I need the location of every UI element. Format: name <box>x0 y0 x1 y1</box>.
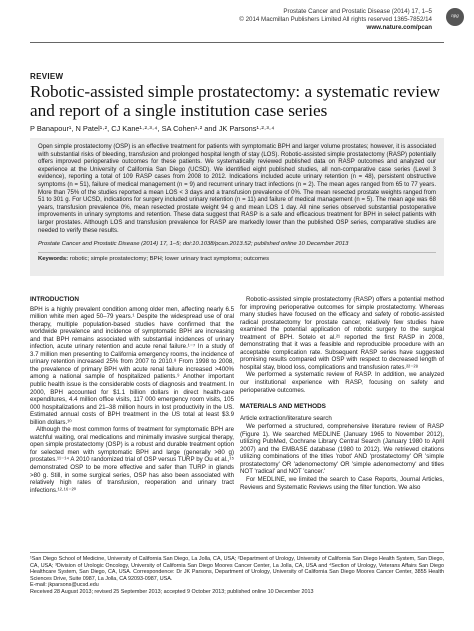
keywords-list: robotic; simple prostatectomy; BPH; lower urinary tract symptoms; outcomes <box>69 256 270 263</box>
introduction-paragraph-4: We performed a systematic review of RASP. In addition, we analyzed our institutional experience with RASP, focusing on safety and perioperative outcomes. <box>240 371 444 394</box>
journal-url-link[interactable]: www.nature.com/pcan <box>366 24 432 31</box>
methods-heading: MATERIALS AND METHODS <box>240 403 326 411</box>
introduction-paragraph-2: Although the most common forms of treatment for symptomatic BPH are watchful waiting, oral medications and minimally invasive surgical therapy, open simple prostatectomy (OSP) is a robust and durable treatment option for selected men with symptomatic BPH and large (generally >80 g) prostates.¹¹⁻¹⁴ A 2010 randomized trial of OSP versus TURP by Ou et al.,¹⁵ demonstrated OSP to be more effective and safer than TURP in glands >80 g. Still, in some surgical series, OSP has also been associated with relatively high rates of transfusion, reoperation and urinary tract infections.¹²·¹⁶⁻²⁰ <box>30 426 234 494</box>
left-column <box>30 296 234 494</box>
header-divider <box>30 42 444 43</box>
affiliations-text: ¹San Diego School of Medicine, University of California San Diego, La Jolla, CA, USA; ²Department of Urology, University of California San Diego Health System, San Diego, CA, USA; ³Division of Urologic Oncology, University of California San Diego Moores Cancer Center, La Jolla, CA, USA and ⁴Section of Urology, Veterans Affairs San Diego Healthcare System, San Diego, CA, USA. Correspondence: Dr JK Parsons, Department of Urology, University of California San Diego Moores Cancer Center, 3855 Health Sciences Drive, Suite 0987, La Jolla, CA 92093-0987, USA. <box>30 556 444 582</box>
methods-subheading: Article extraction/literature search <box>240 414 332 422</box>
publisher-logo-icon: npg <box>446 8 464 26</box>
abstract-text: Open simple prostatectomy (OSP) is an effective treatment for patients with symptomatic BPH and larger volume prostates; however, it is associated with substantial risks of bleeding, transfusion and prolonged hospital length of stay (LOS). Robotic-assisted simple prostatectomy (RASP) potentially offers improved perioperative outcomes for these patients. We systematically reviewed published data on RASP outcomes and analyzed our experience at the University of California San Diego (UCSD). We identified eight published studies, all non-comparative case series (Level 3 evidence), reporting a total of 109 RASP cases from 2008 to 2012. Indications included acute urinary retention (n = 48), persistent obstructive symptoms (n = 51), failure of medical management (n = 9) and recurrent urinary tract infections (n = 2). The mean ages ranged from 65 to 77 years. More than 75% of the studies reported a mean LOS < 3 days and a transfusion prevalence of 0%. The mean resected prostate weights ranged from 51 to 301 g. For UCSD, indications for surgery included urinary retention (n = 11) and failure of medical management (n = 5). The mean age was 68 years, transfusion prevalence 0%, mean resected prostate weight 94 g and mean LOS 1 day. All nine series observed substantial postoperative improvements in urinary symptoms and retention. These data suggest that RASP is a safe and efficacious treatment for BPH in select patients with larger prostates. Although LOS and transfusion prevalence for RASP are markedly lower than the published OSP series, comparative studies are needed to verify these results. <box>38 144 436 234</box>
author-list: P Banapour¹, N Patel¹·², CJ Kane¹·²·³·⁴, SA Cohen¹·² and JK Parsons¹·²·³·⁴ <box>30 124 275 133</box>
article-section-label: REVIEW <box>30 72 64 81</box>
keywords-label: Keywords: <box>38 256 69 263</box>
methods-paragraph-1: We performed a structured, comprehensive literature review of RASP (Figure 1). We searched MEDLINE (January 1965 to November 2012), utilizing PubMed, Cochrane Library Central Search (January 1980 to April 2007) and the EMBASE database (1980 to 2012). We retrieved citations utilizing combinations of the titles 'robot' AND 'prostatectomy' OR 'simple prostatectomy' OR 'adenomectomy' OR 'simple adenomectomy' and titles NOT 'radical' and NOT 'cancer.' <box>240 423 444 476</box>
copyright-line: © 2014 Macmillan Publishers Limited All rights reserved 1365-7852/14 <box>239 16 432 23</box>
journal-citation-line: Prostate Cancer and Prostatic Disease (2014) 17, 1–5 <box>283 8 432 15</box>
article-title: Robotic-assisted simple prostatectomy: a systematic review and report of a single institution case series <box>30 82 441 120</box>
introduction-heading: INTRODUCTION <box>30 296 79 303</box>
correspondence-email[interactable]: E-mail: jkparsons@ucsd.edu <box>30 582 99 589</box>
methods-paragraph-2: For MEDLINE, we limited the search to Case Reports, Journal Articles, Reviews and Systematic Reviews using the filter function. We also <box>240 476 444 491</box>
abstract-box <box>30 138 444 276</box>
journal-header <box>239 8 432 32</box>
introduction-paragraph-1: BPH is a highly prevalent condition among older men, affecting nearly 6.5 million white men aged 50–79 years.¹ Despite the widespread use of oral therapy, multiple population-based studies have confirmed that the worldwide prevalence and incidence of symptomatic BPH are increasing and that BPH remains associated with substantial incidences of urinary infection, acute urinary retention and acute renal failure.¹⁻⁷ In a study of 3.7 million men presenting to California emergency rooms, the incidence of urinary retention increased 25% from 2007 to 2010.⁸ From 1998 to 2008, the prevalence of primary BPH with acute renal failure increased >400% among a national sample of hospitalized patients.⁹ Another important public health issue is the considerable costs of diagnosis and treatment. In 2000, BPH accounted for $1.1 billion dollars in direct health-care expenditures, 4.4 million office visits, 117 000 emergency room visits, 105 000 hospitalizations and 21–38 million hours in lost productivity in the US. Estimated annual costs of BPH treatment in the US total at least $3.9 billion dollars.¹⁰ <box>30 305 234 426</box>
article-citation: Prostate Cancer and Prostatic Disease (2014) 17, 1–5; doi:10.1038/pcan.2013.52; published online 10 December 2013 <box>38 241 349 248</box>
keywords-line <box>38 252 436 262</box>
right-column <box>240 296 444 491</box>
article-dates: Received 28 August 2013; revised 25 September 2013; accepted 9 October 2013; published online 10 December 2013 <box>30 588 314 595</box>
affiliations-footnote <box>30 552 444 596</box>
introduction-paragraph-3: Robotic-assisted simple prostatectomy (RASP) offers a potential method for improving perioperative outcomes for simple prostatectomy. Whereas many studies have focused on the efficacy and safety of robotic-assisted radical prostatectomy for prostate cancer, relatively few studies have examined the potential application of robotic surgery to the surgical treatment of BPH. Sotelo et al.²¹ reported the first RASP in 2008, demonstrating that it was a feasible and reproducible procedure with an acceptable complication rate. Subsequent RASP series have suggested promising results compared with OSP with respect to decreased length of hospital stay, blood loss, complications and transfusion rates.²²⁻²⁸ <box>240 296 444 371</box>
